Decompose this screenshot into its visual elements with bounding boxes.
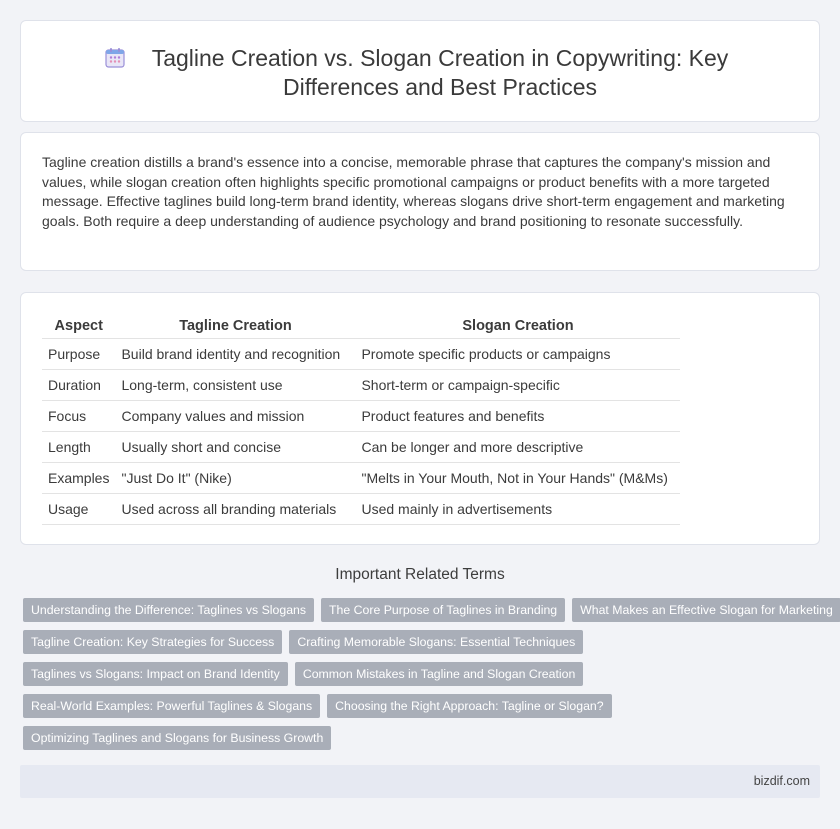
tag-row bbox=[23, 630, 823, 654]
table-cell: Focus bbox=[42, 400, 115, 431]
related-term-link[interactable]: The Core Purpose of Taglines in Branding bbox=[321, 598, 565, 622]
table-cell: Duration bbox=[42, 369, 115, 400]
tag-row bbox=[23, 726, 823, 750]
table-cell: "Just Do It" (Nike) bbox=[115, 462, 355, 493]
table-cell: Examples bbox=[42, 462, 115, 493]
table-row bbox=[42, 338, 680, 369]
related-term-link[interactable]: Optimizing Taglines and Slogans for Business Growth bbox=[23, 726, 331, 750]
table-cell: Product features and benefits bbox=[355, 400, 680, 431]
table-cell: Company values and mission bbox=[115, 400, 355, 431]
intro-paragraph: Tagline creation distills a brand's essence into a concise, memorable phrase that captures the company's mission and values, while slogan creation often highlights specific promotional campaigns or product benefits with a more targeted message. Effective taglines build long-term brand identity, whereas slogans drive short-term engagement and marketing goals. Both require a deep understanding of audience psychology and brand positioning to resonate successfully. bbox=[42, 154, 785, 229]
table-row bbox=[42, 462, 680, 493]
table-cell: Usage bbox=[42, 493, 115, 524]
intro-card bbox=[20, 132, 820, 271]
table-cell: Long-term, consistent use bbox=[115, 369, 355, 400]
table-row bbox=[42, 369, 680, 400]
table-cell: Used across all branding materials bbox=[115, 493, 355, 524]
table-row bbox=[42, 400, 680, 431]
table-cell: Used mainly in advertisements bbox=[355, 493, 680, 524]
tag-row bbox=[23, 662, 823, 686]
table-cell: "Melts in Your Mouth, Not in Your Hands" (M&Ms) bbox=[355, 462, 680, 493]
table-cell: Promote specific products or campaigns bbox=[355, 338, 680, 369]
footer-bar bbox=[20, 765, 820, 798]
title-card bbox=[20, 20, 820, 122]
table-cell: Purpose bbox=[42, 338, 115, 369]
header-tagline: Tagline Creation bbox=[115, 314, 355, 338]
table-cell: Build brand identity and recognition bbox=[115, 338, 355, 369]
page-title: Tagline Creation vs. Slogan Creation in Copywriting: Key Differences and Best Practices bbox=[151, 45, 729, 100]
related-term-link[interactable]: Tagline Creation: Key Strategies for Success bbox=[23, 630, 282, 654]
related-terms-title: Important Related Terms bbox=[335, 566, 505, 583]
related-term-link[interactable]: Crafting Memorable Slogans: Essential Techniques bbox=[289, 630, 583, 654]
tag-row bbox=[23, 598, 833, 622]
header-aspect: Aspect bbox=[42, 314, 115, 338]
table-row bbox=[42, 493, 680, 524]
comparison-table bbox=[42, 314, 680, 525]
related-term-link[interactable]: Common Mistakes in Tagline and Slogan Creation bbox=[295, 662, 584, 686]
site-name[interactable]: bizdif.com bbox=[753, 774, 810, 788]
table-cell: Length bbox=[42, 431, 115, 462]
related-terms-list bbox=[23, 598, 833, 758]
related-term-link[interactable]: Choosing the Right Approach: Tagline or Slogan? bbox=[327, 694, 611, 718]
related-term-link[interactable]: Understanding the Difference: Taglines vs Slogans bbox=[23, 598, 314, 622]
related-term-link[interactable]: Taglines vs Slogans: Impact on Brand Identity bbox=[23, 662, 288, 686]
related-term-link[interactable]: Real-World Examples: Powerful Taglines & Slogans bbox=[23, 694, 320, 718]
table-header-row bbox=[42, 314, 680, 338]
table-cell: Short-term or campaign-specific bbox=[355, 369, 680, 400]
tag-row bbox=[23, 694, 823, 718]
table-cell: Can be longer and more descriptive bbox=[355, 431, 680, 462]
header-slogan: Slogan Creation bbox=[355, 314, 680, 338]
table-cell: Usually short and concise bbox=[115, 431, 355, 462]
table-row bbox=[42, 431, 680, 462]
related-term-link[interactable]: What Makes an Effective Slogan for Marketing bbox=[572, 598, 840, 622]
comparison-card bbox=[20, 292, 820, 545]
